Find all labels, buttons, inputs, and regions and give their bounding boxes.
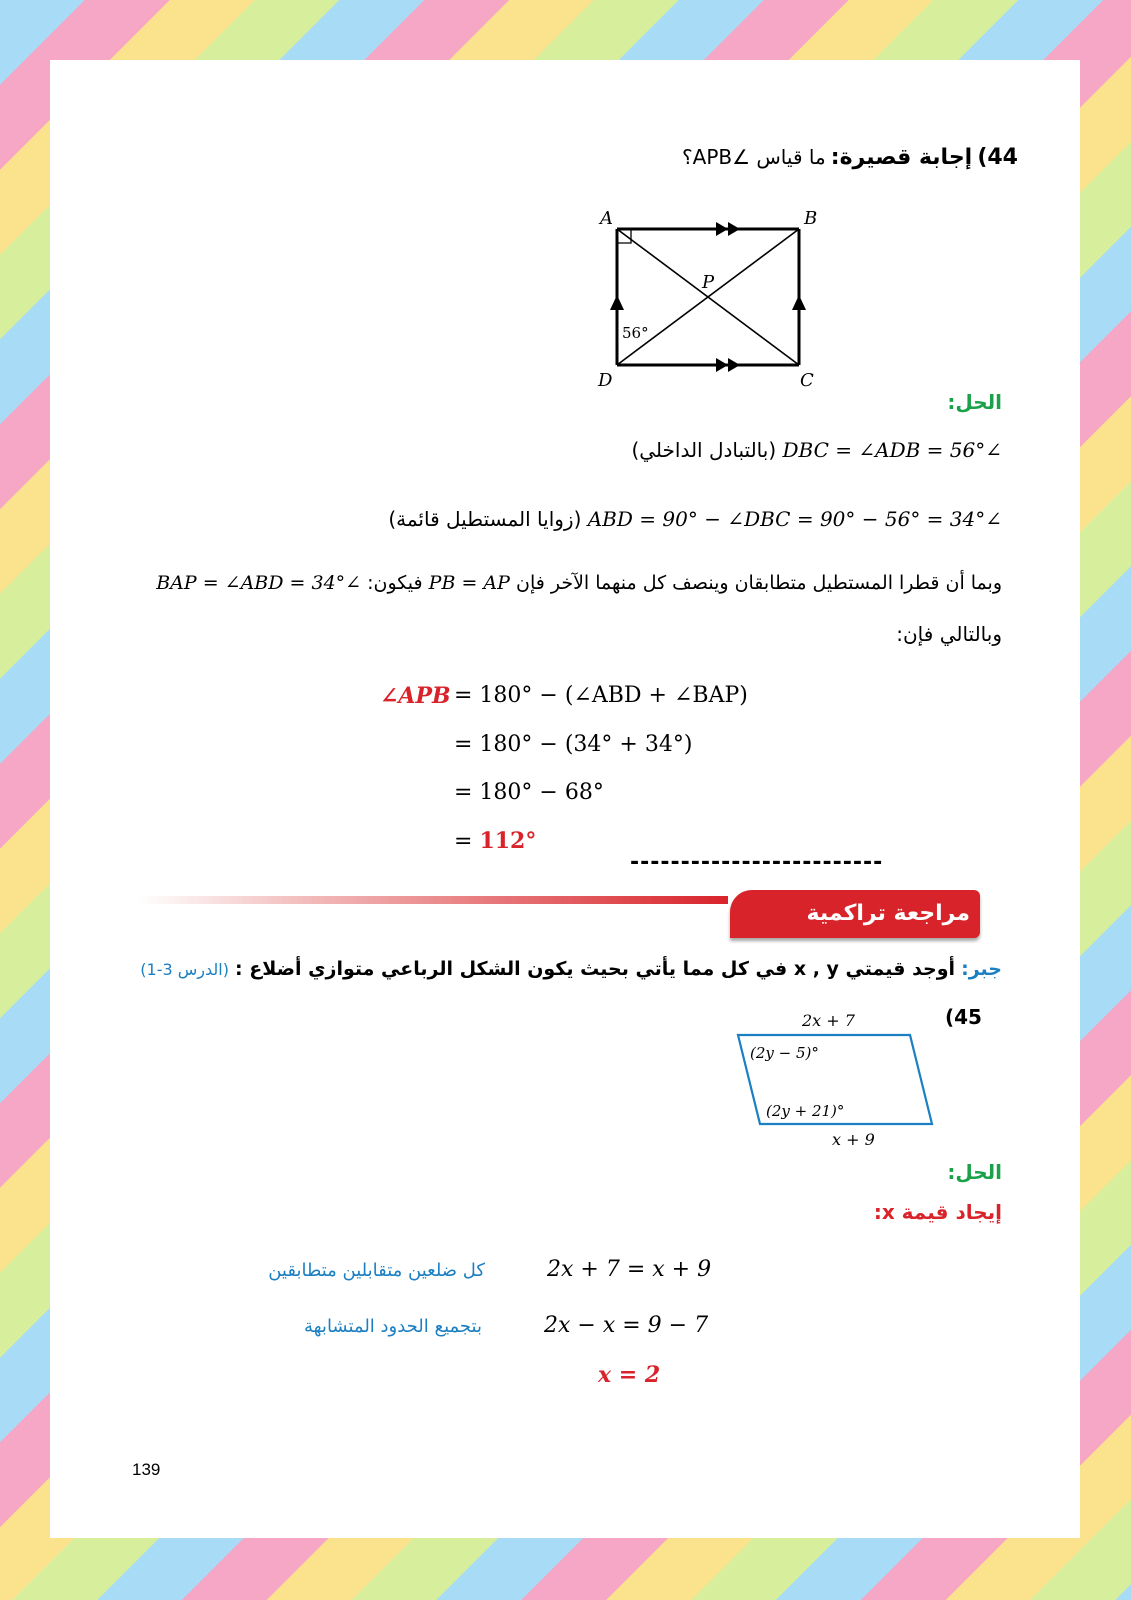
label-p: P bbox=[702, 272, 715, 293]
parallelogram-figure bbox=[730, 1002, 950, 1152]
arrow-da bbox=[610, 295, 624, 310]
q44-header bbox=[682, 145, 1018, 170]
label-top-side: 2x + 7 bbox=[802, 1011, 855, 1030]
q44-number: 44) bbox=[977, 145, 1018, 170]
x-result: x = 2 bbox=[598, 1362, 661, 1388]
line1-text: (بالتبادل الداخلي) bbox=[631, 438, 777, 462]
q44-question: ما قياس ∠APB؟ bbox=[682, 145, 826, 169]
solution-line-1 bbox=[631, 438, 1002, 462]
step-2: = 180° − (34° + 34°) bbox=[454, 732, 693, 757]
arrow-dc-1 bbox=[716, 358, 728, 372]
eq-row-2: 2x − x = 9 − 7 bbox=[544, 1313, 709, 1338]
solution-line-2 bbox=[388, 507, 1002, 531]
q44-label: إجابة قصيرة: bbox=[830, 145, 973, 170]
line1-math: ∠DBC = ∠ADB = 56° bbox=[782, 438, 1002, 462]
page-sheet bbox=[50, 60, 1080, 1538]
label-bottom-side: x + 9 bbox=[832, 1130, 875, 1149]
step-lhs bbox=[380, 683, 450, 709]
banner-stripe bbox=[138, 896, 728, 904]
find-x-heading: إيجاد قيمة x: bbox=[873, 1200, 1002, 1224]
eq-row-1: 2x + 7 = x + 9 bbox=[547, 1257, 712, 1282]
review-banner: مراجعة تراكمية bbox=[730, 890, 980, 938]
dashed-divider: ------------------------- bbox=[630, 850, 884, 875]
lesson-ref: (الدرس 3-1) bbox=[140, 960, 229, 979]
label-d: D bbox=[598, 370, 613, 391]
line3-text: وبما أن قطرا المستطيل متطابقان وينصف كل منهما الآخر فإن bbox=[515, 572, 1002, 594]
algebra-instruction bbox=[140, 958, 1002, 980]
final-answer: 112° bbox=[479, 828, 537, 854]
line2-math: ∠ABD = 90° − ∠DBC = 90° − 56° = 34° bbox=[587, 507, 1002, 531]
step-1-lhs: ∠APB bbox=[380, 683, 451, 709]
solution-line-3 bbox=[156, 572, 1002, 594]
arrow-dc-2 bbox=[728, 358, 740, 372]
label-angle-top: (2y − 5)° bbox=[750, 1044, 819, 1062]
solution-heading: الحل: bbox=[947, 390, 1002, 414]
line3-math-1: PB = AP bbox=[428, 572, 510, 594]
algebra-label: جبر: bbox=[961, 958, 1002, 980]
q45-solution-heading: الحل: bbox=[947, 1160, 1002, 1184]
arrow-ab-2 bbox=[728, 222, 740, 236]
label-a: A bbox=[600, 208, 613, 229]
step-4-eq: = bbox=[454, 829, 480, 854]
solution-line-4: وبالتالي فإن: bbox=[896, 622, 1002, 646]
step-3: = 180° − 68° bbox=[454, 780, 604, 805]
label-b: B bbox=[804, 208, 818, 229]
arrow-ab-1 bbox=[716, 222, 728, 236]
instruction-text: أوجد قيمتي x , y في كل مما يأتي بحيث يكون الشكل الرباعي متوازي أضلاع : bbox=[235, 958, 956, 980]
step-1: = 180° − (∠ABD + ∠BAP) bbox=[454, 683, 748, 708]
page-number: 139 bbox=[132, 1460, 161, 1479]
line3-text-2: فيكون: bbox=[367, 572, 423, 594]
step-4 bbox=[454, 828, 536, 854]
rectangle-figure bbox=[590, 200, 830, 400]
q45-number: 45) bbox=[945, 1005, 982, 1029]
reason-row-1: كل ضلعين متقابلين متطابقين bbox=[268, 1260, 485, 1281]
line3-math-2: ∠BAP = ∠ABD = 34° bbox=[156, 572, 362, 594]
label-c: C bbox=[800, 370, 814, 391]
label-angle-bottom: (2y + 21)° bbox=[766, 1102, 845, 1120]
reason-row-2: بتجميع الحدود المتشابهة bbox=[303, 1316, 482, 1337]
line2-text: (زوايا المستطيل قائمة) bbox=[388, 507, 582, 531]
arrow-cb bbox=[792, 295, 806, 310]
angle-label: 56° bbox=[622, 324, 649, 342]
